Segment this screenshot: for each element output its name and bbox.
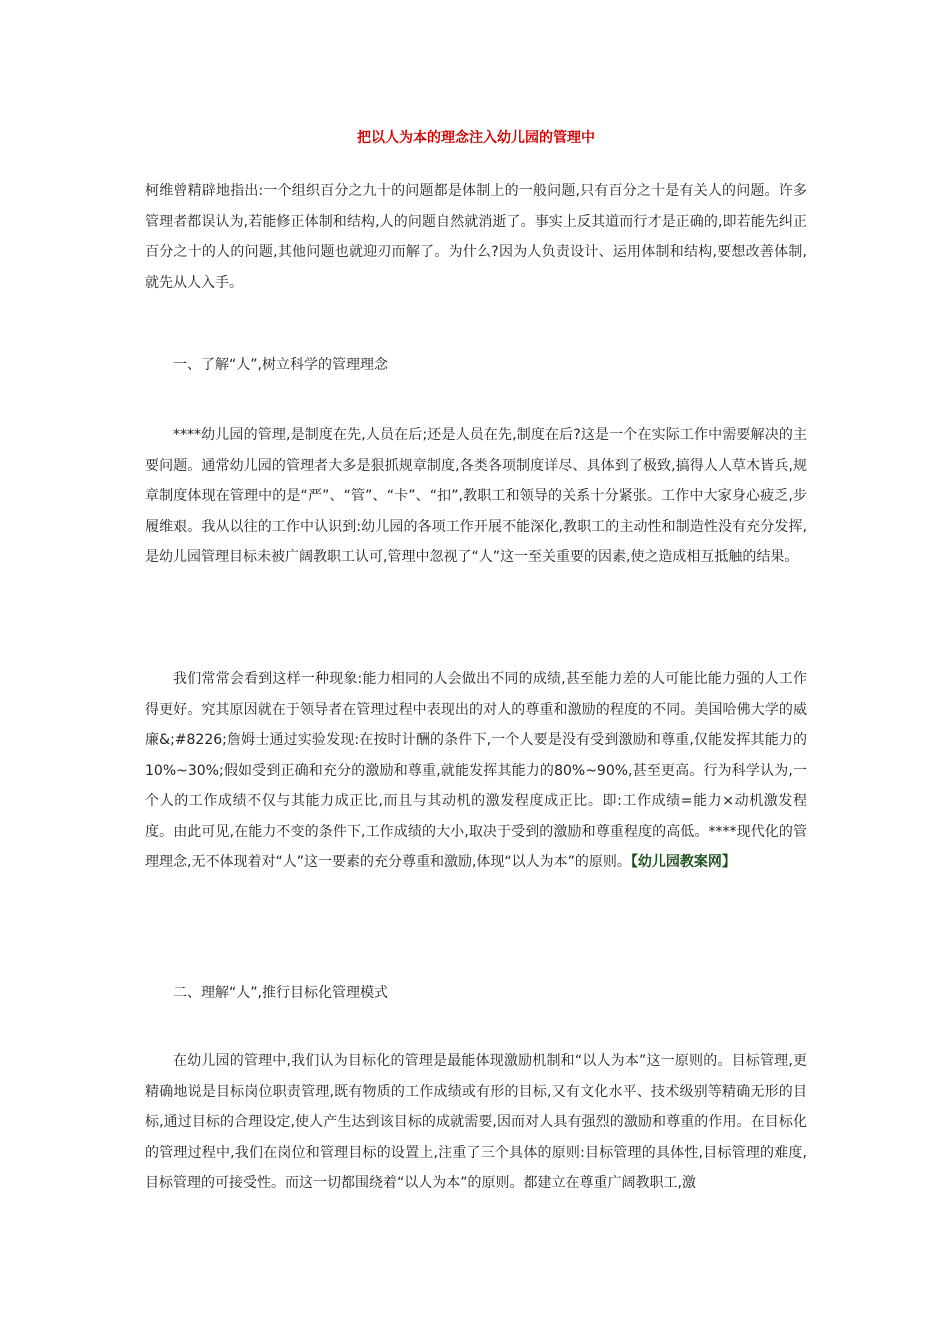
document-title: 把以人为本的理念注入幼儿园的管理中	[357, 130, 595, 146]
section2-paragraph-1: 在幼儿园的管理中,我们认为目标化的管理是最能体现激励机制和“以人为本”这一原则的。目标管理,更精确地说是目标岗位职责管理,既有物质的工作成绩或有形的目标,又有文化水平、技术级别等精确无形的目标,通过目标的合理设定,使人产生达到该目标的成就需要,因而对人具有强烈的激励和尊重的作用。在目标化的管理过程中,我们在岗位和管理目标的设置上,注重了三个具体的原则:目标管理的具体性,目标管理的难度,目标管理的可接受性。而这一切都围绕着“以人为本”的原则。都建立在尊重广阔教职工,激	[145, 1053, 807, 1191]
section-heading-2: 二、理解“人”,推行目标化管理模式	[173, 985, 388, 1001]
source-tag-link[interactable]: 【幼儿园教案网】	[630, 854, 736, 870]
section-heading-1: 一、了解“人”,树立科学的管理理念	[173, 357, 388, 373]
section1-paragraph-2-text: 我们常常会看到这样一种现象:能力相同的人会做出不同的成绩,甚至能力差的人可能比能力强的人工作得更好。究其原因就在于领导者在管理过程中表现出的对人的尊重和激励的程度的不同。美国哈佛大学的威廉&;#8226;詹姆士通过实验发现:在按时计酬的条件下,一个人要是没有受到激励和尊重,仅能发挥其能力的10%~30%;假如受到正确和充分的激励和尊重,就能发挥其能力的80%~90%,甚至更高。行为科学认为,一个人的工作成绩不仅与其能力成正比,而且与其动机的激发程度成正比。即:工作成绩=能力×动机激发程度。由此可见,在能力不变的条件下,工作成绩的大小,取决于受到的激励和尊重程度的高低。****现代化的管理理念,无不体现着对“人”这一要素的充分尊重和激励,体现“以人为本”的原则。	[145, 671, 807, 870]
section1-paragraph-1: ****幼儿园的管理,是制度在先,人员在后;还是人员在先,制度在后?这是一个在实际工作中需要解决的主要问题。通常幼儿园的管理者大多是狠抓规章制度,各类各项制度详尽、具体到了极致,搞得人人草木皆兵,规章制度体现在管理中的是“严”、“管”、“卡”、“扣”,教职工和领导的关系十分紧张。工作中大家身心疲乏,步履维艰。我从以往的工作中认识到:幼儿园的各项工作开展不能深化,教职工的主动性和制造性没有充分发挥,是幼儿园管理目标未被广阔教职工认可,管理中忽视了“人”这一至关重要的因素,使之造成相互抵触的结果。	[145, 427, 807, 565]
section1-paragraph-2	[145, 664, 807, 878]
intro-paragraph: 柯维曾精辟地指出:一个组织百分之九十的问题都是体制上的一般问题,只有百分之十是有关人的问题。许多管理者都误认为,若能修正体制和结构,人的问题自然就消逝了。事实上反其道而行才是正确的,即若能先纠正百分之十的人的问题,其他问题也就迎刃而解了。为什么?因为人负责设计、运用体制和结构,要想改善体制,就先从人入手。	[145, 183, 807, 291]
